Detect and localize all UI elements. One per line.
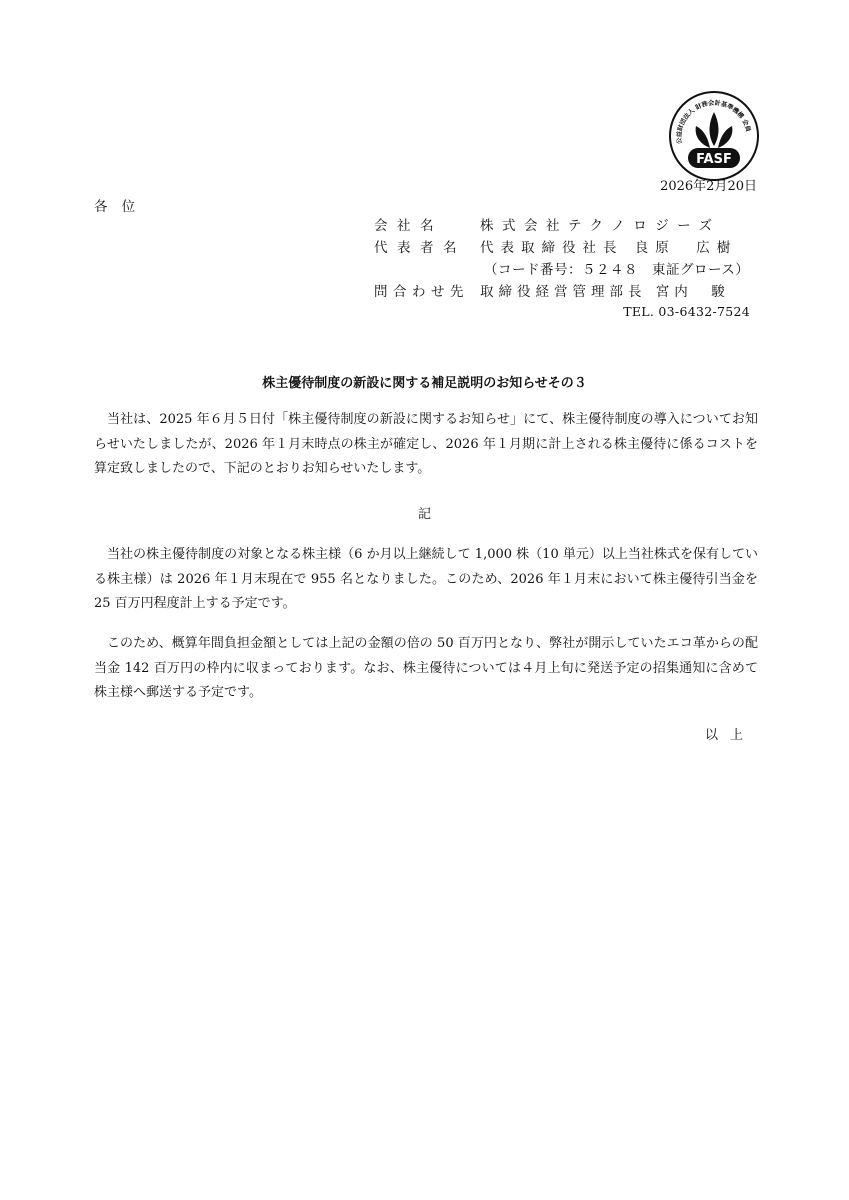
body-paragraph-1 [94, 543, 758, 617]
company-label: 会社名 [374, 218, 443, 234]
fasf-mark-text: FASF [696, 152, 732, 167]
contact-tel: TEL. 03-6432-7524 [623, 304, 750, 319]
fasf-seal-icon [668, 90, 760, 182]
document-title: 株主優待制度の新設に関する補足説明のお知らせその３ [262, 376, 587, 391]
svg-text:公益財団法人 財務会計基準機構 会員: 公益財団法人 財務会計基準機構 会員 [675, 99, 752, 145]
body-text-2: このため、概算年間負担金額としては上記の金額の倍の 50 百万円となり、弊社が開示していたエコ革からの配当金 142 百万円の枠内に収まっております。なお、株主優待については４月上旬に発送予定の招集通知に含めて株主様へ郵送する予定です。 [94, 636, 758, 700]
ki-heading: 記 [417, 507, 431, 522]
contact-label: 問合わせ先 [374, 284, 469, 300]
body-text-1: 当社の株主優待制度の対象となる株主様（6 か月以上継続して 1,000 株（10 単元）以上当社株式を保有している株主様）は 2026 年１月末現在で 955 名となりました。このため、2026 年１月末において株主優待引当金を 25 百万円程度計上する予定です。 [94, 547, 758, 611]
contact-person: 取締役経営管理部長 宮内 駿 [480, 284, 730, 300]
company-name: 株式会社テクノロジーズ [480, 218, 721, 234]
closing-mark: 以上 [704, 728, 755, 743]
stock-code-line: （コード番号：５２４８ 東証グロース） [484, 262, 750, 278]
intro-paragraph [94, 408, 758, 482]
release-date: 2026年2月20日 [660, 179, 757, 194]
representative-name: 代表取締役社長 良原 広樹 [480, 240, 738, 256]
representative-label: 代表者名 [374, 240, 466, 256]
body-paragraph-2 [94, 632, 758, 706]
addressee: 各位 [94, 199, 149, 215]
fasf-logo [668, 90, 760, 182]
intro-text: 当社は、2025 年６月５日付「株主優待制度の新設に関するお知らせ」にて、株主優待制度の導入についてお知らせいたしましたが、2026 年１月末時点の株主が確定し、2026 年１月期に計上される株主優待に係るコストを算定致しましたので、下記のとおりお知らせいたします。 [94, 412, 758, 476]
